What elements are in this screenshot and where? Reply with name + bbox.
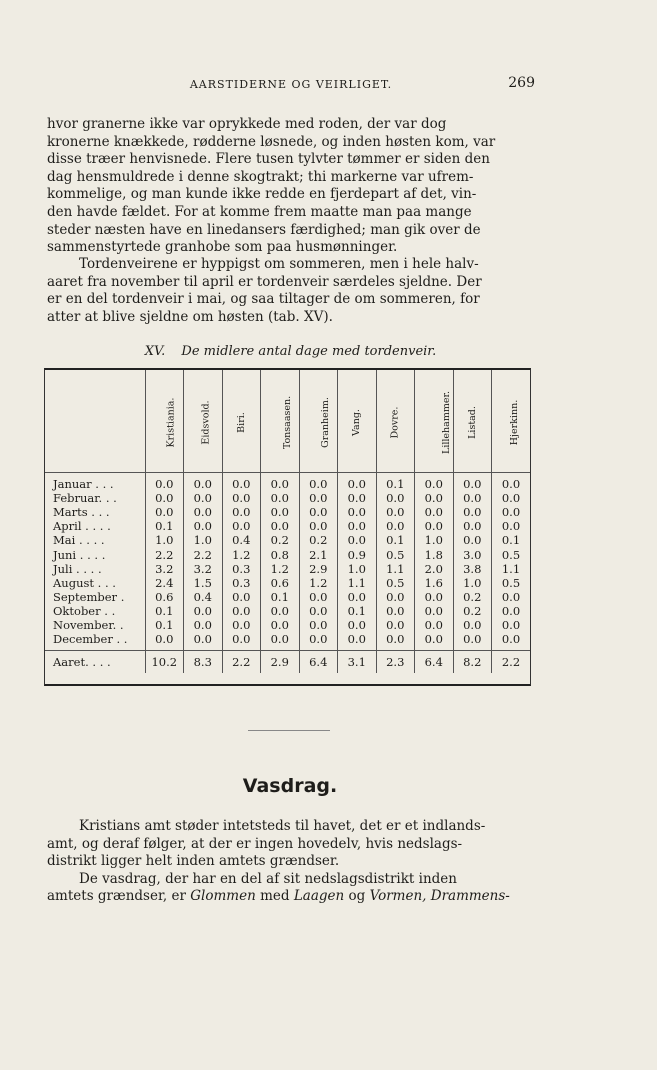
- total-cell: 6.4: [415, 651, 454, 674]
- value-cell: 0.0: [261, 477, 300, 491]
- value-cell: 0.1: [492, 533, 531, 547]
- total-cell: 3.1: [338, 651, 377, 674]
- column-header: Biri.: [222, 370, 261, 473]
- text-line: De vasdrag, der har en del af sit nedslagsdistrikt inden: [79, 870, 457, 887]
- value-cell: 2.9: [299, 562, 338, 576]
- total-cell: 2.3: [376, 651, 415, 674]
- river-name: Drammens-: [430, 888, 510, 905]
- value-cell: 0.0: [222, 477, 261, 491]
- text-line: amtets grændser, er Glommen med Laagen og Vormen, Drammens-: [47, 888, 510, 905]
- value-cell: 0.3: [222, 562, 261, 576]
- value-cell: 0.0: [299, 519, 338, 533]
- value-cell: 0.0: [299, 477, 338, 491]
- table-caption: [47, 344, 534, 359]
- value-cell: 2.2: [184, 547, 223, 561]
- total-cell: 8.3: [184, 651, 223, 674]
- value-cell: 0.6: [261, 576, 300, 590]
- table-row: [45, 576, 530, 590]
- column-header: Tonsaasen.: [261, 370, 300, 473]
- table-row: [45, 632, 530, 646]
- value-cell: 0.0: [492, 519, 531, 533]
- text-line: disse træer henvisnede. Flere tusen tylvter tømmer er siden den: [47, 151, 490, 168]
- text-line: distrikt ligger helt inden amtets grændser.: [47, 853, 340, 870]
- paragraph-3: [47, 818, 534, 906]
- total-cell: 6.4: [299, 651, 338, 674]
- month-cell: September .: [53, 589, 125, 604]
- value-cell: 0.0: [453, 491, 492, 505]
- value-cell: 0.0: [492, 505, 531, 519]
- month-cell: April . . . .: [53, 519, 111, 534]
- value-cell: 1.1: [338, 576, 377, 590]
- value-cell: 0.0: [299, 618, 338, 632]
- value-cell: 0.5: [492, 576, 531, 590]
- river-name: Vormen,: [369, 888, 427, 905]
- value-cell: 0.0: [415, 604, 454, 618]
- running-title: AARSTIDERNE OG VEIRLIGET.: [189, 78, 393, 91]
- value-cell: 0.8: [261, 547, 300, 561]
- text-line: dag hensmuldrede i denne skogtrakt; thi markerne var ufrem-: [47, 168, 474, 185]
- value-cell: 0.0: [338, 618, 377, 632]
- value-cell: 0.0: [453, 618, 492, 632]
- table-title: De midlere antal dage med tordenveir.: [181, 344, 437, 359]
- value-cell: 0.0: [453, 519, 492, 533]
- month-cell: Oktober . .: [53, 603, 116, 618]
- value-cell: 1.0: [184, 533, 223, 547]
- value-cell: 2.1: [299, 547, 338, 561]
- value-cell: 0.0: [299, 491, 338, 505]
- value-cell: 3.8: [453, 562, 492, 576]
- text-line: hvor granerne ikke var oprykkede med roden, der var dog: [47, 116, 447, 132]
- value-cell: 1.1: [492, 562, 531, 576]
- value-cell: 0.0: [338, 533, 377, 547]
- value-cell: 3.0: [453, 547, 492, 561]
- value-cell: 0.1: [338, 604, 377, 618]
- section-heading: Vasdrag.: [242, 775, 338, 797]
- value-cell: 0.0: [145, 491, 184, 505]
- total-cell: 10.2: [145, 651, 184, 674]
- month-cell: December . .: [53, 632, 128, 647]
- text-line: sammenstyrtede granhobe som paa husmønninger.: [47, 239, 398, 256]
- column-header: Lillehammer.: [415, 370, 454, 473]
- value-cell: 0.0: [415, 632, 454, 646]
- value-cell: 1.0: [338, 562, 377, 576]
- value-cell: 0.0: [184, 491, 223, 505]
- value-cell: 0.0: [338, 505, 377, 519]
- value-cell: 0.0: [261, 604, 300, 618]
- value-cell: 0.0: [222, 519, 261, 533]
- value-cell: 0.0: [222, 505, 261, 519]
- value-cell: 0.0: [338, 632, 377, 646]
- value-cell: 0.0: [222, 491, 261, 505]
- text-line: er en del tordenveir i mai, og saa tiltager de om sommeren, for: [47, 291, 480, 308]
- paragraph-1: [47, 116, 534, 257]
- value-cell: 0.0: [184, 477, 223, 491]
- table-row: [45, 533, 530, 547]
- value-cell: 1.0: [453, 576, 492, 590]
- value-cell: 0.0: [222, 632, 261, 646]
- value-cell: 0.0: [376, 632, 415, 646]
- value-cell: 0.0: [338, 491, 377, 505]
- value-cell: 0.0: [376, 491, 415, 505]
- value-cell: 0.0: [492, 590, 531, 604]
- value-cell: 2.2: [145, 547, 184, 561]
- table-row: [45, 547, 530, 561]
- value-cell: 0.0: [376, 505, 415, 519]
- month-cell: Januar . . .: [53, 477, 114, 492]
- value-cell: 0.6: [145, 590, 184, 604]
- month-cell: August . . .: [53, 575, 116, 590]
- value-cell: 1.8: [415, 547, 454, 561]
- value-cell: 0.0: [261, 632, 300, 646]
- text-line: kronerne knækkede, rødderne løsnede, og inden høsten kom, var: [47, 133, 496, 150]
- value-cell: 1.1: [376, 562, 415, 576]
- thunderstorm-table: [44, 368, 531, 686]
- column-header: Vang.: [338, 370, 377, 473]
- text-line: Kristians amt støder intetsteds til havet, det er et indlands-: [79, 818, 486, 834]
- river-name: Laagen: [293, 888, 345, 905]
- river-name: Glommen: [190, 888, 256, 905]
- value-cell: 0.0: [453, 505, 492, 519]
- table-row: [45, 604, 530, 618]
- value-cell: 0.0: [145, 505, 184, 519]
- month-cell: November. .: [53, 617, 124, 632]
- value-cell: 1.2: [222, 547, 261, 561]
- value-cell: 0.5: [492, 547, 531, 561]
- text-line: aaret fra november til april er tordenveir særdeles sjeldne. Der: [47, 273, 482, 290]
- value-cell: 0.0: [184, 505, 223, 519]
- page-number: 269: [508, 75, 535, 91]
- month-cell: Juni . . . .: [53, 547, 106, 562]
- month-header-cell: [45, 370, 145, 473]
- column-header: Eidsvold.: [184, 370, 223, 473]
- value-cell: 3.2: [184, 562, 223, 576]
- month-cell: Februar. . .: [53, 491, 117, 506]
- value-cell: 1.6: [415, 576, 454, 590]
- value-cell: 0.0: [299, 604, 338, 618]
- value-cell: 0.0: [415, 590, 454, 604]
- value-cell: 0.0: [338, 590, 377, 604]
- month-cell: Marts . . .: [53, 505, 110, 520]
- data-table: [45, 370, 530, 673]
- value-cell: 0.0: [492, 477, 531, 491]
- value-cell: 0.0: [376, 590, 415, 604]
- value-cell: 0.0: [184, 519, 223, 533]
- table-row: [45, 562, 530, 576]
- value-cell: 0.1: [145, 604, 184, 618]
- table-row: [45, 618, 530, 632]
- value-cell: 0.0: [299, 505, 338, 519]
- value-cell: 0.5: [376, 576, 415, 590]
- value-cell: 3.2: [145, 562, 184, 576]
- total-cell: 2.2: [222, 651, 261, 674]
- column-header: Hjerkinn.: [492, 370, 531, 473]
- value-cell: 0.4: [222, 533, 261, 547]
- value-cell: 0.0: [453, 477, 492, 491]
- column-header: Dovre.: [376, 370, 415, 473]
- value-cell: 0.0: [222, 618, 261, 632]
- value-cell: 0.0: [415, 505, 454, 519]
- value-cell: 0.0: [376, 618, 415, 632]
- value-cell: 0.0: [415, 519, 454, 533]
- text-line: amt, og deraf følger, at der er ingen hovedelv, hvis nedslags-: [47, 835, 463, 852]
- value-cell: 0.2: [453, 590, 492, 604]
- value-cell: 0.0: [299, 590, 338, 604]
- text-line: kommelige, og man kunde ikke redde en fjerdepart af det, vin-: [47, 186, 477, 203]
- value-cell: 0.0: [222, 590, 261, 604]
- value-cell: 0.0: [261, 491, 300, 505]
- value-cell: 0.0: [492, 618, 531, 632]
- value-cell: 0.0: [492, 604, 531, 618]
- value-cell: 0.2: [261, 533, 300, 547]
- value-cell: 0.0: [492, 491, 531, 505]
- value-cell: 1.2: [299, 576, 338, 590]
- value-cell: 0.2: [453, 604, 492, 618]
- month-cell: Mai . . . .: [53, 533, 105, 548]
- table-row: [45, 491, 530, 505]
- value-cell: 1.0: [145, 533, 184, 547]
- value-cell: 0.2: [299, 533, 338, 547]
- header-row: [45, 370, 530, 473]
- total-cell: 2.2: [492, 651, 531, 674]
- total-cell: 2.9: [261, 651, 300, 674]
- value-cell: 0.0: [184, 604, 223, 618]
- value-cell: 0.0: [453, 632, 492, 646]
- value-cell: 0.1: [145, 519, 184, 533]
- value-cell: 0.1: [376, 477, 415, 491]
- value-cell: 0.3: [222, 576, 261, 590]
- column-header: Granheim.: [299, 370, 338, 473]
- value-cell: 1.5: [184, 576, 223, 590]
- value-cell: 0.0: [415, 491, 454, 505]
- section-divider: [248, 730, 330, 731]
- paragraph-2: [47, 256, 534, 326]
- value-cell: 0.0: [338, 519, 377, 533]
- table-row: [45, 477, 530, 491]
- table-number: XV.: [144, 344, 166, 359]
- value-cell: 0.0: [184, 632, 223, 646]
- value-cell: 0.0: [415, 618, 454, 632]
- table-row: [45, 505, 530, 519]
- value-cell: 0.0: [376, 519, 415, 533]
- value-cell: 0.9: [338, 547, 377, 561]
- value-cell: 0.0: [261, 618, 300, 632]
- value-cell: 0.0: [492, 632, 531, 646]
- value-cell: 0.5: [376, 547, 415, 561]
- value-cell: 0.1: [145, 618, 184, 632]
- text-line: den havde fældet. For at komme frem maatte man paa mange: [47, 203, 472, 220]
- month-cell: Aaret. . . .: [45, 651, 145, 674]
- table-row: [45, 519, 530, 533]
- column-header: Kristiania.: [145, 370, 184, 473]
- total-row: [45, 651, 530, 674]
- value-cell: 0.0: [376, 604, 415, 618]
- value-cell: 0.0: [184, 618, 223, 632]
- total-cell: 8.2: [453, 651, 492, 674]
- value-cell: 1.2: [261, 562, 300, 576]
- value-cell: 0.0: [415, 477, 454, 491]
- value-cell: 0.0: [299, 632, 338, 646]
- table-row: [45, 590, 530, 604]
- value-cell: 0.0: [145, 632, 184, 646]
- text-line: steder næsten have en linedansers færdighed; man gik over de: [47, 221, 481, 238]
- value-cell: 0.0: [145, 477, 184, 491]
- value-cell: 2.4: [145, 576, 184, 590]
- value-cell: 2.0: [415, 562, 454, 576]
- value-cell: 0.0: [338, 477, 377, 491]
- value-cell: 0.1: [261, 590, 300, 604]
- table-body: [45, 473, 530, 674]
- month-cell: Juli . . . .: [53, 561, 102, 576]
- column-header: Listad.: [453, 370, 492, 473]
- value-cell: 0.1: [376, 533, 415, 547]
- text-line: Tordenveirene er hyppigst om sommeren, men i hele halv-: [79, 256, 479, 272]
- value-cell: 0.0: [453, 533, 492, 547]
- value-cell: 1.0: [415, 533, 454, 547]
- value-cell: 0.0: [261, 505, 300, 519]
- value-cell: 0.4: [184, 590, 223, 604]
- text-line: atter at blive sjeldne om høsten (tab. XV).: [47, 308, 333, 325]
- value-cell: 0.0: [222, 604, 261, 618]
- value-cell: 0.0: [261, 519, 300, 533]
